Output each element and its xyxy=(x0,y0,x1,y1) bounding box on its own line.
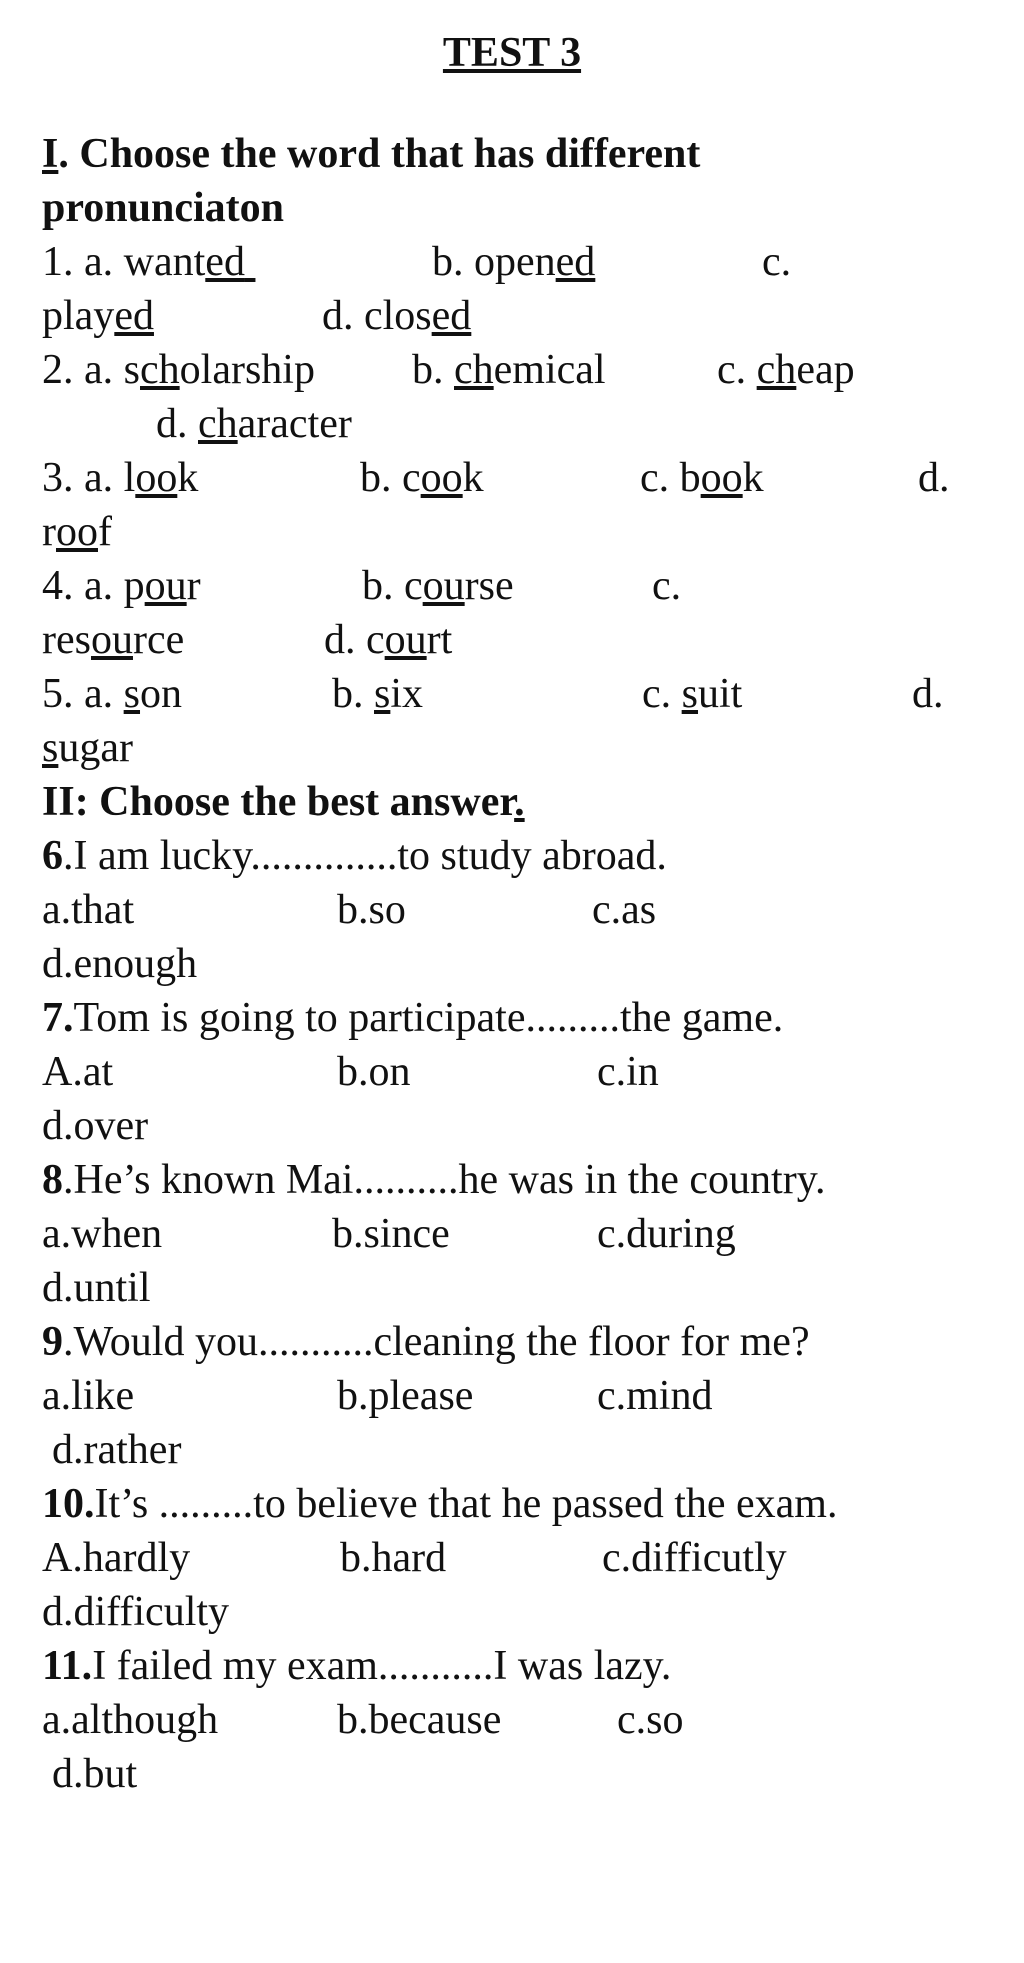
q1-option-c-word: played xyxy=(42,293,154,339)
q11-option-d: d.but xyxy=(52,1751,138,1797)
question-8: 8.He’s known Mai..........he was in the country. xyxy=(42,1157,826,1203)
q10-option-b: b.hard xyxy=(340,1535,447,1581)
q9-option-a: a.like xyxy=(42,1373,135,1419)
q3-option-d-word: roof xyxy=(42,509,112,555)
q2-option-b: b. chemical xyxy=(412,347,606,393)
question-5-line2 xyxy=(42,721,133,775)
q5-option-d-word: sugar xyxy=(42,725,133,771)
q2-option-a: 2. a. scholarship xyxy=(42,347,315,393)
q3-option-c: c. book xyxy=(640,455,764,501)
section1-heading: I. Choose the word that has different xyxy=(42,131,701,177)
question-10-options xyxy=(42,1531,787,1585)
q11-option-a: a.although xyxy=(42,1697,219,1743)
question-10: 10.It’s .........to believe that he passed the exam. xyxy=(42,1481,838,1527)
q7-option-c: c.in xyxy=(597,1049,659,1095)
q9-option-b: b.please xyxy=(337,1373,474,1419)
q7-option-b: b.on xyxy=(337,1049,411,1095)
question-9: 9.Would you...........cleaning the floor for me? xyxy=(42,1319,810,1365)
question-3-line2 xyxy=(42,505,112,559)
question-1-line2 xyxy=(42,289,472,343)
question-3-line1 xyxy=(42,451,950,505)
question-5-line1 xyxy=(42,667,944,721)
q1-option-b: b. opened xyxy=(432,239,596,285)
question-11-option-d-line xyxy=(42,1747,138,1801)
q8-option-c: c.during xyxy=(597,1211,736,1257)
q6-option-c: c.as xyxy=(592,887,657,933)
page-title: TEST 3 xyxy=(442,30,582,76)
question-2-line2 xyxy=(42,397,352,451)
question-4-line2 xyxy=(42,613,453,667)
question-7-option-d-line xyxy=(42,1099,149,1153)
q9-option-d: d.rather xyxy=(52,1427,182,1473)
q3-option-d-label: d. xyxy=(918,455,950,501)
q1-option-d: d. closed xyxy=(322,293,472,339)
question-6-options xyxy=(42,883,657,937)
q6-option-b: b.so xyxy=(337,887,406,933)
q7-option-d: d.over xyxy=(42,1103,149,1149)
q10-option-a: A.hardly xyxy=(42,1535,191,1581)
q7-option-a: A.at xyxy=(42,1049,114,1095)
q11-option-b: b.because xyxy=(337,1697,502,1743)
q8-option-d: d.until xyxy=(42,1265,151,1311)
q6-option-d: d.enough xyxy=(42,941,198,987)
q1-option-c-label: c. xyxy=(762,239,792,285)
q8-option-a: a.when xyxy=(42,1211,163,1257)
q5-option-d-label: d. xyxy=(912,671,944,717)
q11-option-c: c.so xyxy=(617,1697,684,1743)
question-7-options xyxy=(42,1045,659,1099)
q3-option-a: 3. a. look xyxy=(42,455,199,501)
section1-heading-line2: pronunciaton xyxy=(42,185,284,231)
q5-option-c: c. suit xyxy=(642,671,743,717)
q8-option-b: b.since xyxy=(332,1211,450,1257)
q4-option-d: d. court xyxy=(324,617,453,663)
section2-heading: II: Choose the best answer. xyxy=(42,779,525,825)
question-6-option-d-line xyxy=(42,937,198,991)
question-9-options xyxy=(42,1369,713,1423)
question-8-option-d-line xyxy=(42,1261,151,1315)
q4-option-a: 4. a. pour xyxy=(42,563,201,609)
q10-option-c: c.difficutly xyxy=(602,1535,787,1581)
question-6: 6.I am lucky..............to study abroad. xyxy=(42,833,667,879)
question-11: 11.I failed my exam...........I was lazy. xyxy=(42,1643,672,1689)
q5-option-b: b. six xyxy=(332,671,424,717)
q10-option-d: d.difficulty xyxy=(42,1589,230,1635)
q5-option-a: 5. a. son xyxy=(42,671,183,717)
question-1-line1 xyxy=(42,235,792,289)
q4-option-b: b. course xyxy=(362,563,514,609)
q6-option-a: a.that xyxy=(42,887,135,933)
q1-option-a: 1. a. wanted xyxy=(42,239,245,285)
question-10-option-d-line xyxy=(42,1585,230,1639)
q2-option-c: c. cheap xyxy=(717,347,855,393)
question-8-options xyxy=(42,1207,736,1261)
q4-option-c-label: c. xyxy=(652,563,682,609)
question-11-options xyxy=(42,1693,684,1747)
question-4-line1 xyxy=(42,559,682,613)
q3-option-b: b. cook xyxy=(360,455,484,501)
q9-option-c: c.mind xyxy=(597,1373,713,1419)
q4-option-c-word: resource xyxy=(42,617,185,663)
question-7: 7.Tom is going to participate.........the game. xyxy=(42,995,784,1041)
q2-option-d: d. character xyxy=(156,401,352,447)
question-9-option-d-line xyxy=(42,1423,182,1477)
question-2-line1 xyxy=(42,343,855,397)
